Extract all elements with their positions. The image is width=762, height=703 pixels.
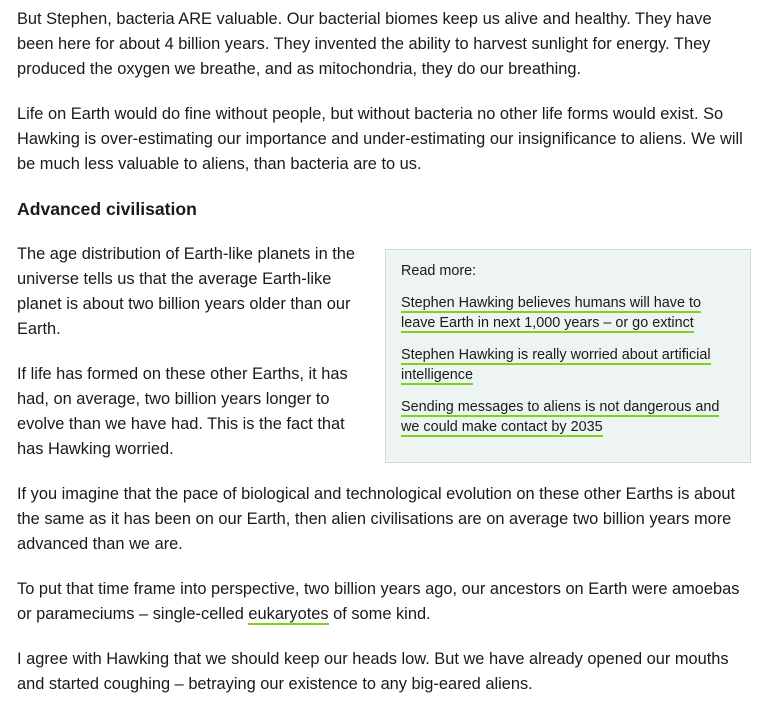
paragraph-time-frame	[17, 577, 752, 627]
read-more-link-artificial-intelligence[interactable]: Stephen Hawking is really worried about artificial intelligence	[401, 347, 711, 383]
eukaryotes-link[interactable]: eukaryotes	[248, 605, 329, 623]
read-more-link-leave-earth[interactable]: Stephen Hawking believes humans will have to leave Earth in next 1,000 years – or go extinct	[401, 295, 701, 331]
paragraph-life-formed: If life has formed on these other Earths, it has had, on average, two billion years longer to evolve than we have had. This is the fact that has Hawking worried.	[17, 365, 348, 458]
paragraph-life-on-earth: Life on Earth would do fine without people, but without bacteria no other life forms would exist. So Hawking is over-estimating our importance and under-estimating our insignificance to aliens. We will be much less valuable to aliens, than bacteria are to us.	[17, 105, 743, 173]
section-heading: Advanced civilisation	[17, 199, 197, 219]
read-more-item	[401, 345, 736, 385]
read-more-link-messages-to-aliens[interactable]: Sending messages to aliens is not dangerous and we could make contact by 2035	[401, 399, 720, 435]
read-more-list	[401, 293, 736, 437]
read-more-title: Read more:	[401, 263, 477, 279]
paragraph-age-distribution: The age distribution of Earth-like planets in the universe tells us that the average Earth-like planet is about two billion years older than our Earth.	[17, 245, 356, 338]
read-more-item	[401, 397, 736, 437]
read-more-box	[385, 249, 751, 463]
paragraph-pace-of-evolution: If you imagine that the pace of biological and technological evolution on these other Earths is about the same as it has been on our Earth, then alien civilisations are on average two billion years more advanced than we are.	[17, 485, 736, 553]
paragraph-keep-heads-low: I agree with Hawking that we should keep our heads low. But we have already opened our mouths and started coughing – betraying our existence to any big-eared aliens.	[17, 650, 729, 693]
read-more-item	[401, 293, 736, 333]
paragraph-time-frame-text-before: To put that time frame into perspective, two billion years ago, our ancestors on Earth were amoebas or parameciums – single-celled	[17, 580, 740, 623]
paragraph-time-frame-text-after: of some kind.	[328, 605, 431, 623]
paragraph-bacteria-valuable: But Stephen, bacteria ARE valuable. Our bacterial biomes keep us alive and healthy. They have been here for about 4 billion years. They invented the ability to harvest sunlight for energy. They produced the oxygen we breathe, and as mitochondria, they do our breathing.	[17, 10, 712, 78]
